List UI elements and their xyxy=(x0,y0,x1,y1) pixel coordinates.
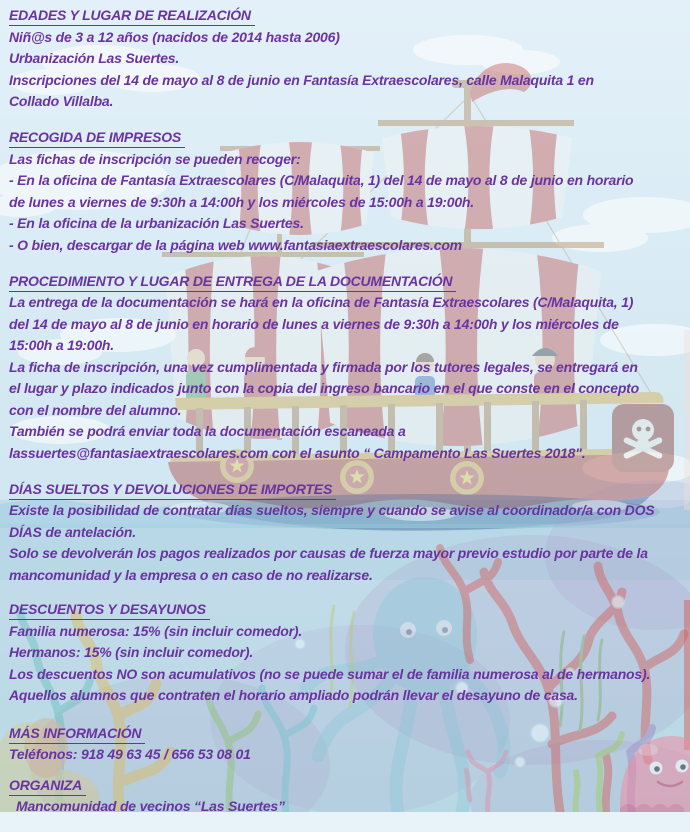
text-line: Existe la posibilidad de contratar días sueltos, siempre y cuando se avise al coordinador/a con DOS xyxy=(9,502,655,518)
text-line: de lunes a viernes de 9:30h a 14:00h y los miércoles de 15:00h a 19:00h. xyxy=(9,193,474,210)
text-line: Aquellos alumnos que contraten el horario ampliado podrán llevar el desayuno de casa. xyxy=(9,687,578,703)
text-line: del 14 de mayo al 8 de junio en horario de lunes a viernes de 9:30h a 14:00h y los miércoles de xyxy=(9,315,619,332)
section-mas-informacion xyxy=(9,723,690,766)
section-heading-row xyxy=(9,5,690,27)
section-edades xyxy=(9,5,690,113)
section-heading-row xyxy=(9,479,690,501)
text-line: - En la oficina de Fantasía Extraescolares (C/Malaquita, 1) del 14 de mayo al 8 de junio en horario xyxy=(9,172,634,188)
section-title: PROCEDIMIENTO Y LUGAR DE ENTREGA DE LA DOCUMENTACIÓN xyxy=(9,272,456,292)
text-line: También se podrá enviar toda la documentación escaneada a xyxy=(9,423,406,439)
text-line: - O bien, descargar de la página web www.fantasiaextraescolares.com xyxy=(9,236,462,253)
section-title: DÍAS SUELTOS Y DEVOLUCIONES DE IMPORTES xyxy=(9,480,336,500)
text-line: el lugar y plazo indicados junto con la copia del ingreso bancario en el que conste en el concepto xyxy=(9,380,639,396)
section-descuentos xyxy=(9,599,690,707)
text-line: lassuertes@fantasiaextraescolares.com con el asunto “ Campamento Las Suertes 2018". xyxy=(9,444,586,461)
section-heading-row xyxy=(9,599,690,621)
text-line: La ficha de inscripción, una vez cumplimentada y firmada por los tutores legales, se entregará en xyxy=(9,358,638,375)
text-line: Urbanización Las Suertes. xyxy=(9,50,180,66)
text-line: 15:00h a 19:00h. xyxy=(9,337,114,353)
section-title: RECOGIDA DE IMPRESOS xyxy=(9,128,185,148)
flyer-text xyxy=(9,5,690,832)
phone-numbers: Teléfonos: 918 49 63 45 / 656 53 08 01 xyxy=(9,746,251,762)
section-heading-row xyxy=(9,775,690,797)
text-line: Solo se devolverán los pagos realizados por causas de fuerza mayor previo estudio por parte de la xyxy=(9,545,648,561)
text-line: Collado Villalba. xyxy=(9,93,114,109)
text-line: La entrega de la documentación se hará en la oficina de Fantasía Extraescolares (C/Malaquita, 1) xyxy=(9,294,634,310)
text-line: Familia numerosa: 15% (sin incluir comedor). xyxy=(9,622,303,639)
text-line: mancomunidad y la empresa o en caso de no realizarse. xyxy=(9,566,373,583)
section-dias-sueltos xyxy=(9,479,690,587)
section-recogida xyxy=(9,127,690,256)
text-line: - En la oficina de la urbanización Las Suertes. xyxy=(9,215,304,231)
section-organiza xyxy=(9,775,690,818)
text-line: Inscripciones del 14 de mayo al 8 de junio en Fantasía Extraescolares, calle Malaquita 1 en xyxy=(9,71,594,88)
section-title: EDADES Y LUGAR DE REALIZACIÓN xyxy=(9,6,255,26)
text-line: DÍAS de antelación. xyxy=(9,523,136,540)
text-line: Hermanos: 15% (sin incluir comedor). xyxy=(9,644,254,660)
section-title: ORGANIZA xyxy=(9,776,86,796)
section-heading-row xyxy=(9,127,690,149)
section-heading-row xyxy=(9,271,690,293)
text-line: Los descuentos NO son acumulativos (no se puede sumar el de familia numerosa al de hermanos). xyxy=(9,665,651,682)
section-procedimiento xyxy=(9,271,690,465)
organizer-name: Mancomunidad de vecinos “Las Suertes” xyxy=(16,798,285,814)
section-heading-row xyxy=(9,723,690,745)
text-line: Niñ@s de 3 a 12 años (nacidos de 2014 hasta 2006) xyxy=(9,28,340,45)
text-line: con el nombre del alumno. xyxy=(9,401,182,418)
section-title: DESCUENTOS Y DESAYUNOS xyxy=(9,600,210,620)
text-line: Las fichas de inscripción se pueden recoger: xyxy=(9,150,301,167)
section-title: MÁS INFORMACIÓN xyxy=(9,724,145,744)
